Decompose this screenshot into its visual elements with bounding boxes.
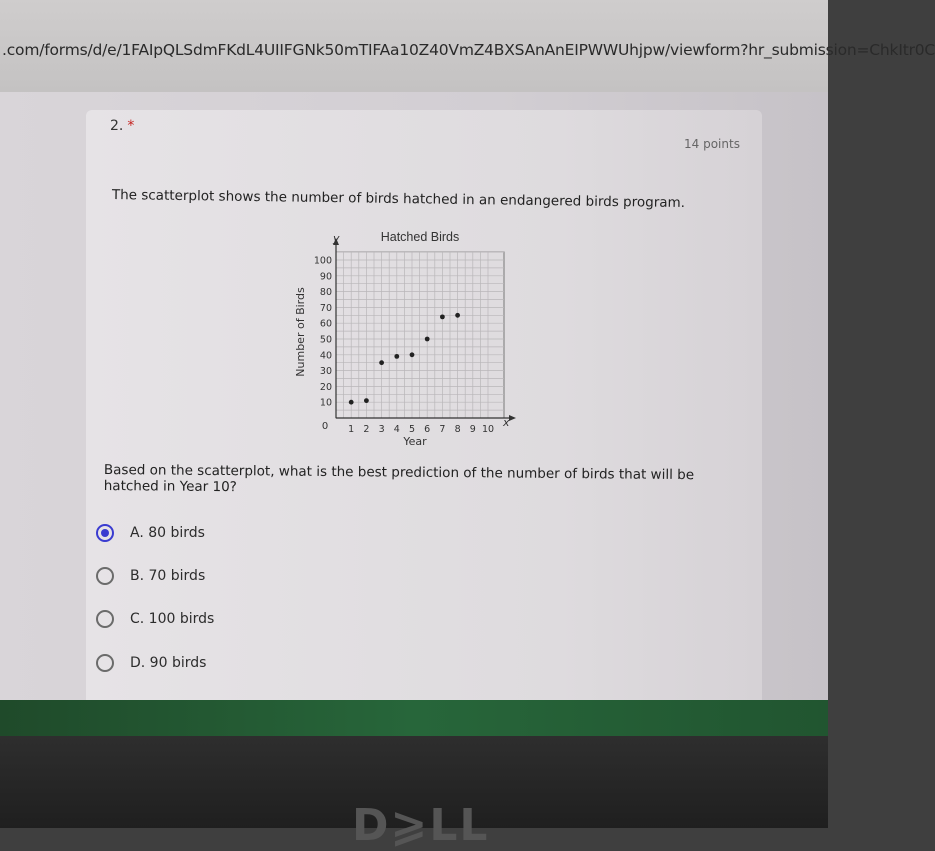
chart-axes: [333, 238, 516, 421]
plot-frame: [336, 252, 504, 418]
x-tick-label: 6: [424, 424, 431, 435]
x-tick-label: 3: [378, 424, 385, 435]
radio-a[interactable]: [96, 524, 114, 542]
x-tick-labels: [348, 424, 494, 435]
data-point: [364, 398, 369, 403]
y-tick-label: 30: [319, 366, 332, 378]
data-point: [349, 400, 354, 405]
url-text[interactable]: .com/forms/d/e/1FAIpQLSdmFKdL4UIIFGNk50mTIFAa10Z40VmZ4BXSAnAnEIPWWUhjpw/viewform?hr_submission=ChkItr0C: [2, 41, 935, 59]
option-d-label[interactable]: D. 90 birds: [130, 655, 207, 671]
x-tick-label: 4: [393, 424, 400, 435]
y-tick-label: 50: [319, 334, 332, 346]
radio-d[interactable]: [96, 654, 114, 672]
points-label: 14 points: [684, 137, 740, 151]
y-tick-label: 70: [319, 302, 332, 314]
scatter-chart: [280, 222, 520, 458]
data-point: [425, 337, 430, 342]
y-tick-label: 90: [319, 271, 332, 283]
question-prompt: Based on the scatterplot, what is the best prediction of the number of birds that will be hatched in Year 10?: [103, 462, 695, 496]
option-a[interactable]: [96, 520, 205, 546]
x-tick-label: 9: [469, 424, 476, 435]
browser-address-bar[interactable]: [0, 0, 935, 93]
chart-title: Hatched Birds: [380, 230, 460, 244]
radio-b[interactable]: [96, 567, 114, 585]
y-axis-letter: y: [333, 232, 340, 245]
x-tick-label: 1: [348, 424, 355, 435]
radio-c[interactable]: [96, 610, 114, 628]
y-tick-label: 40: [319, 350, 332, 362]
x-tick-label: 7: [439, 424, 446, 435]
data-point: [455, 313, 460, 318]
screen-bottom-strip: [0, 700, 828, 736]
question-number-label: 2.: [110, 118, 124, 134]
question-number: [110, 118, 134, 134]
y-tick-label: 20: [319, 381, 332, 393]
dell-logo: D⩾LL: [352, 800, 490, 851]
y-tick-label: 80: [319, 287, 332, 299]
required-asterisk: *: [127, 118, 135, 134]
option-d[interactable]: [96, 650, 206, 676]
y-tick-label: 100: [313, 255, 332, 267]
data-point: [379, 360, 384, 365]
chart-grid: [336, 252, 504, 418]
question-text: The scatterplot shows the number of birds hatched in an endangered birds program.: [111, 187, 686, 212]
y-tick-labels: [314, 256, 332, 409]
option-b[interactable]: [96, 563, 205, 589]
origin-label: 0: [321, 421, 329, 432]
x-tick-label: 5: [408, 424, 416, 435]
data-point: [440, 314, 445, 319]
y-axis-label: Number of Birds: [294, 287, 307, 377]
option-c[interactable]: [96, 606, 214, 632]
option-a-label[interactable]: A. 80 birds: [130, 525, 205, 541]
x-axis-arrow: [509, 415, 516, 421]
x-axis-letter: x: [503, 416, 510, 429]
x-tick-label: 10: [481, 424, 495, 435]
y-tick-label: 10: [319, 397, 332, 409]
x-tick-label: 2: [363, 424, 370, 435]
option-b-label[interactable]: B. 70 birds: [130, 568, 206, 584]
x-axis-label: Year: [403, 435, 427, 448]
option-c-label[interactable]: C. 100 birds: [130, 611, 215, 627]
data-point: [410, 352, 415, 357]
y-tick-label: 60: [319, 318, 332, 330]
x-tick-label: 8: [454, 424, 461, 435]
data-point: [394, 354, 399, 359]
